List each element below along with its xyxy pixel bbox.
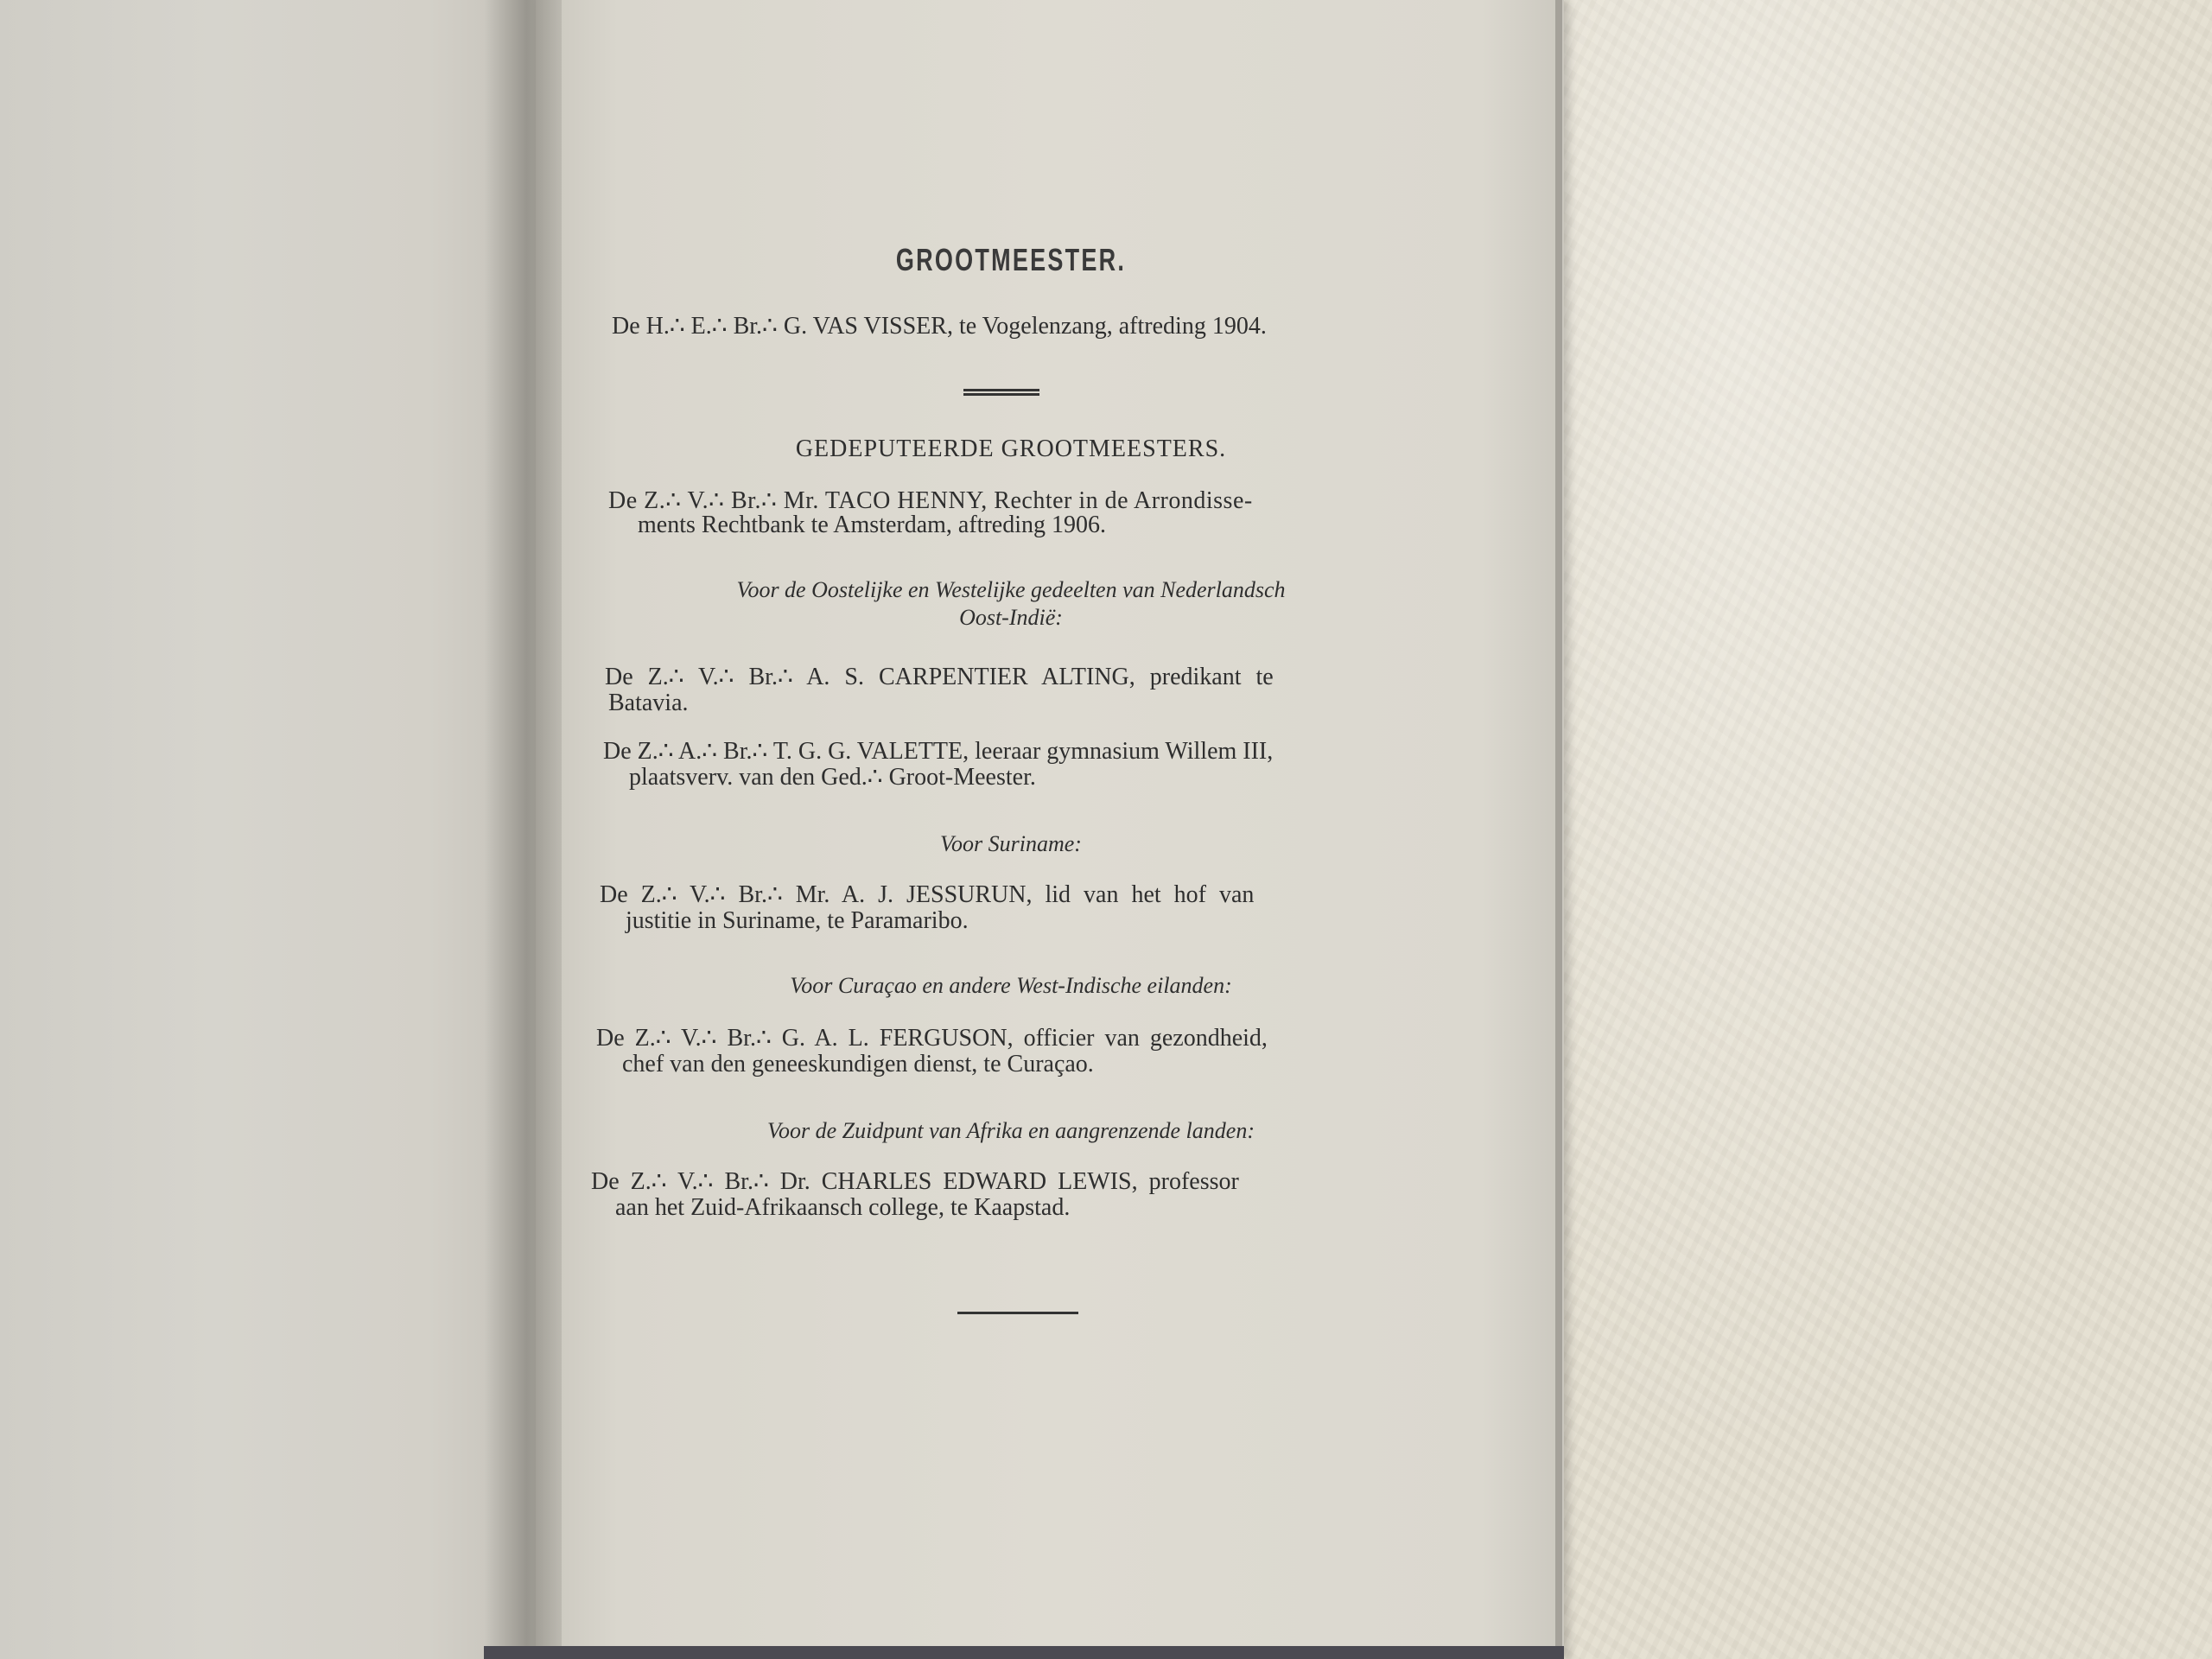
deputy-entry-line: ments Rechtbank te Amsterdam, aftreding 1906. [638, 512, 1106, 538]
deputy-entry-line: De Z.∴ V.∴ Br.∴ A. S. CARPENTIER ALTING, predikant te [605, 664, 1274, 690]
deputy-entry-line: chef van den geneeskundigen dienst, te Curaçao. [622, 1051, 1094, 1077]
left-facing-page [0, 0, 536, 1659]
deputy-entry-line: Batavia. [608, 690, 689, 716]
background-surface [1538, 0, 2212, 1659]
left-page-show-through [0, 467, 449, 812]
deputy-entry-line: De Z.∴ V.∴ Br.∴ Mr. TACO HENNY, Rechter in de Arrondisse- [608, 487, 1253, 514]
deputy-entry-line: plaatsverv. van den Ged.∴ Groot-Meester. [629, 764, 1036, 791]
double-rule-divider [963, 389, 1039, 396]
section-heading-suriname: Voor Suriname: [940, 831, 1082, 856]
deputy-entry-line: De Z.∴ V.∴ Br.∴ Mr. A. J. JESSURUN, lid van het hof van [600, 881, 1255, 908]
grandmaster-entry: De H.∴ E.∴ Br.∴ G. VAS VISSER, te Vogelenzang, aftreding 1904. [612, 313, 1267, 340]
section-heading-indie: Voor de Oostelijke en Westelijke gedeelten van Nederlandsch [736, 577, 1286, 602]
book-gutter-shadow [484, 0, 562, 1659]
section-heading-indie: Oost-Indië: [959, 605, 1063, 630]
book-cover-edge [484, 1646, 1564, 1659]
closing-rule [957, 1312, 1078, 1314]
deputy-entry-line: De Z.∴ V.∴ Br.∴ G. A. L. FERGUSON, officier van gezondheid, [596, 1025, 1268, 1052]
section-heading-curacao: Voor Curaçao en andere West-Indische eilanden: [790, 973, 1232, 998]
deputies-heading: GEDEPUTEERDE GROOTMEESTERS. [795, 435, 1227, 462]
deputy-entry-line: aan het Zuid-Afrikaansch college, te Kaapstad. [615, 1194, 1071, 1221]
page-heading: GROOTMEESTER. [895, 242, 1127, 277]
deputy-entry-line: justitie in Suriname, te Paramaribo. [626, 907, 969, 934]
section-heading-afrika: Voor de Zuidpunt van Afrika en aangrenzende landen: [767, 1118, 1255, 1143]
deputy-entry-line: De Z.∴ A.∴ Br.∴ T. G. G. VALETTE, leeraar gymnasium Willem III, [603, 738, 1274, 765]
page-edge [1555, 0, 1562, 1659]
deputy-entry-line: De Z.∴ V.∴ Br.∴ Dr. CHARLES EDWARD LEWIS, professor [591, 1168, 1239, 1195]
